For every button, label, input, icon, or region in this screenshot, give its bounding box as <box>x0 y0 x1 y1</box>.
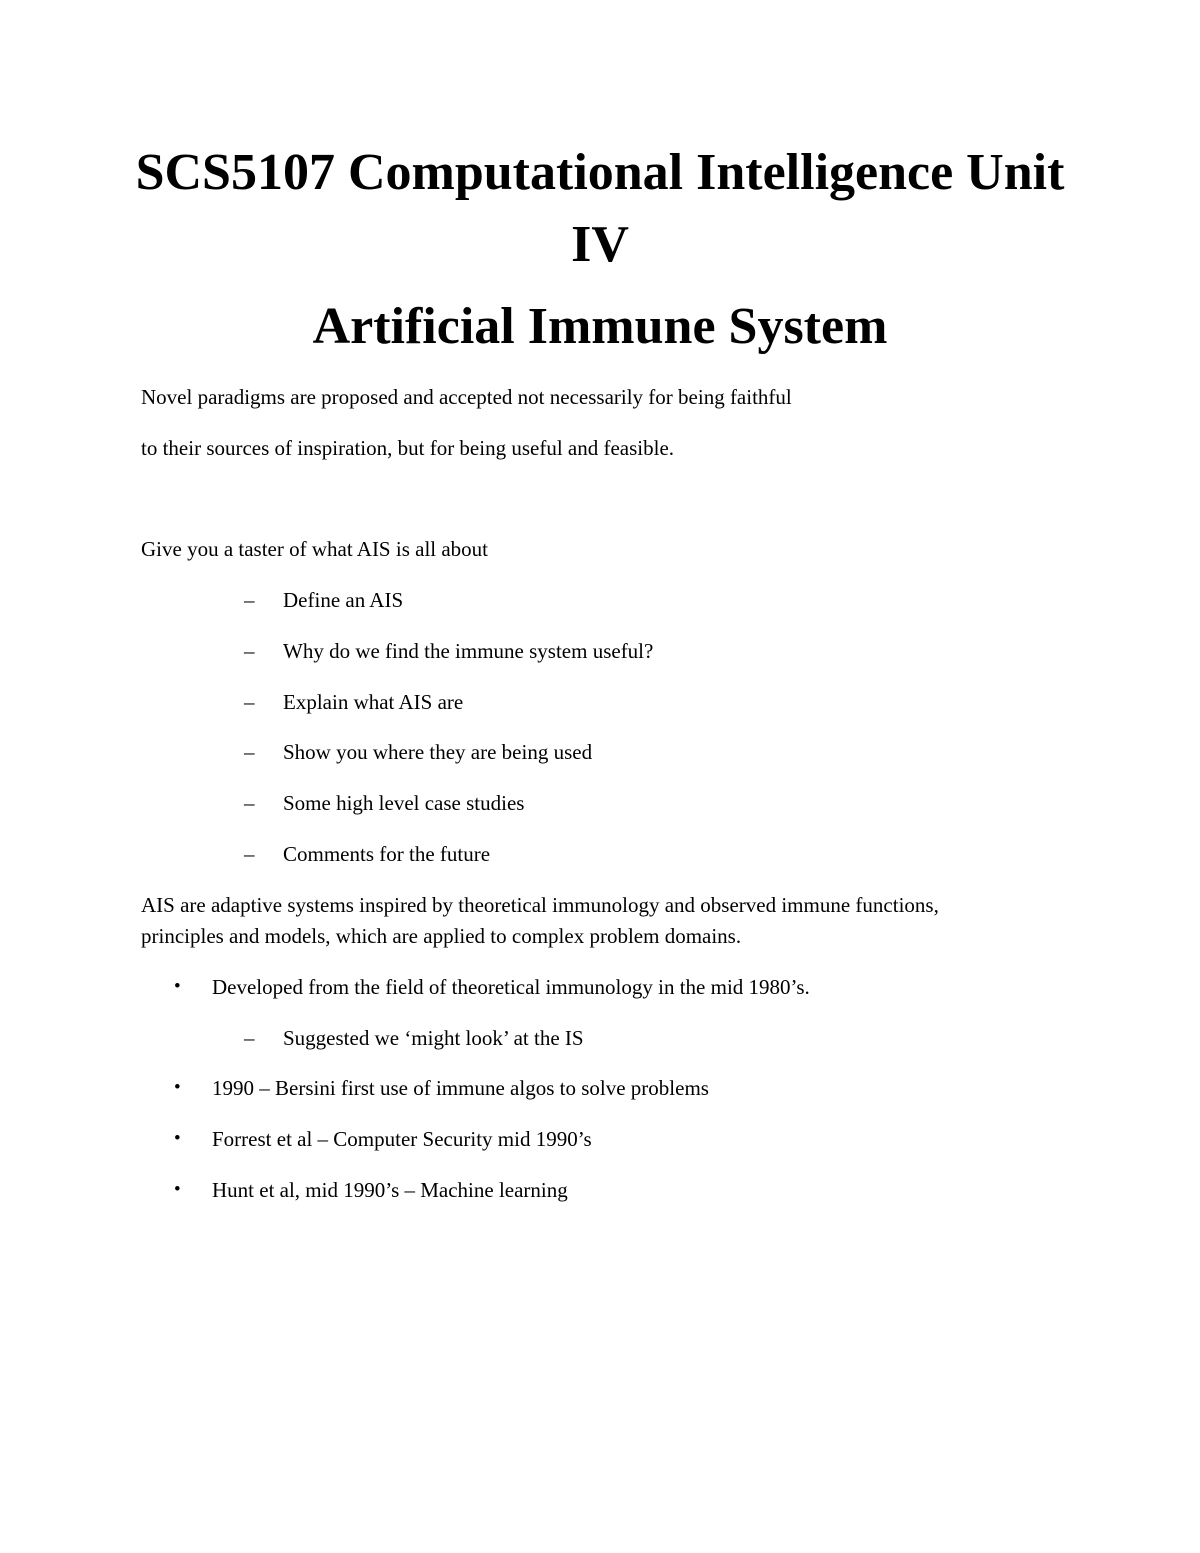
document-title-continued: IV <box>571 216 629 273</box>
taster-item: Why do we find the immune system useful? <box>283 639 654 663</box>
dash-marker: – <box>244 1026 255 1050</box>
history-item: Forrest et al – Computer Security mid 1990’s <box>212 1127 592 1151</box>
dash-marker: – <box>244 842 255 866</box>
document-title: SCS5107 Computational Intelligence Unit <box>135 144 1065 201</box>
history-item: Hunt et al, mid 1990’s – Machine learning <box>212 1178 568 1202</box>
taster-item: Define an AIS <box>283 588 404 612</box>
intro-line: to their sources of inspiration, but for being useful and feasible. <box>141 436 675 460</box>
taster-heading: Give you a taster of what AIS is all about <box>141 537 489 561</box>
bullet-marker: • <box>174 1077 181 1098</box>
history-item: Developed from the field of theoretical immunology in the mid 1980’s. <box>212 975 810 999</box>
dash-marker: – <box>244 588 255 612</box>
history-subitem: Suggested we ‘might look’ at the IS <box>283 1026 584 1050</box>
definition-line: principles and models, which are applied to complex problem domains. <box>141 924 742 948</box>
dash-marker: – <box>244 791 255 815</box>
dash-marker: – <box>244 740 255 764</box>
dash-marker: – <box>244 690 255 714</box>
taster-item: Comments for the future <box>283 842 491 866</box>
bullet-marker: • <box>174 1128 181 1149</box>
document-subtitle: Artificial Immune System <box>312 298 888 355</box>
taster-item: Show you where they are being used <box>283 740 593 764</box>
bullet-marker: • <box>174 976 181 997</box>
taster-item: Explain what AIS are <box>283 690 464 714</box>
bullet-marker: • <box>174 1179 181 1200</box>
definition-line: AIS are adaptive systems inspired by theoretical immunology and observed immune functions, <box>141 893 939 917</box>
taster-item: Some high level case studies <box>283 791 525 815</box>
intro-line: Novel paradigms are proposed and accepted not necessarily for being faithful <box>141 385 792 409</box>
history-item: 1990 – Bersini first use of immune algos to solve problems <box>212 1076 709 1100</box>
dash-marker: – <box>244 639 255 663</box>
